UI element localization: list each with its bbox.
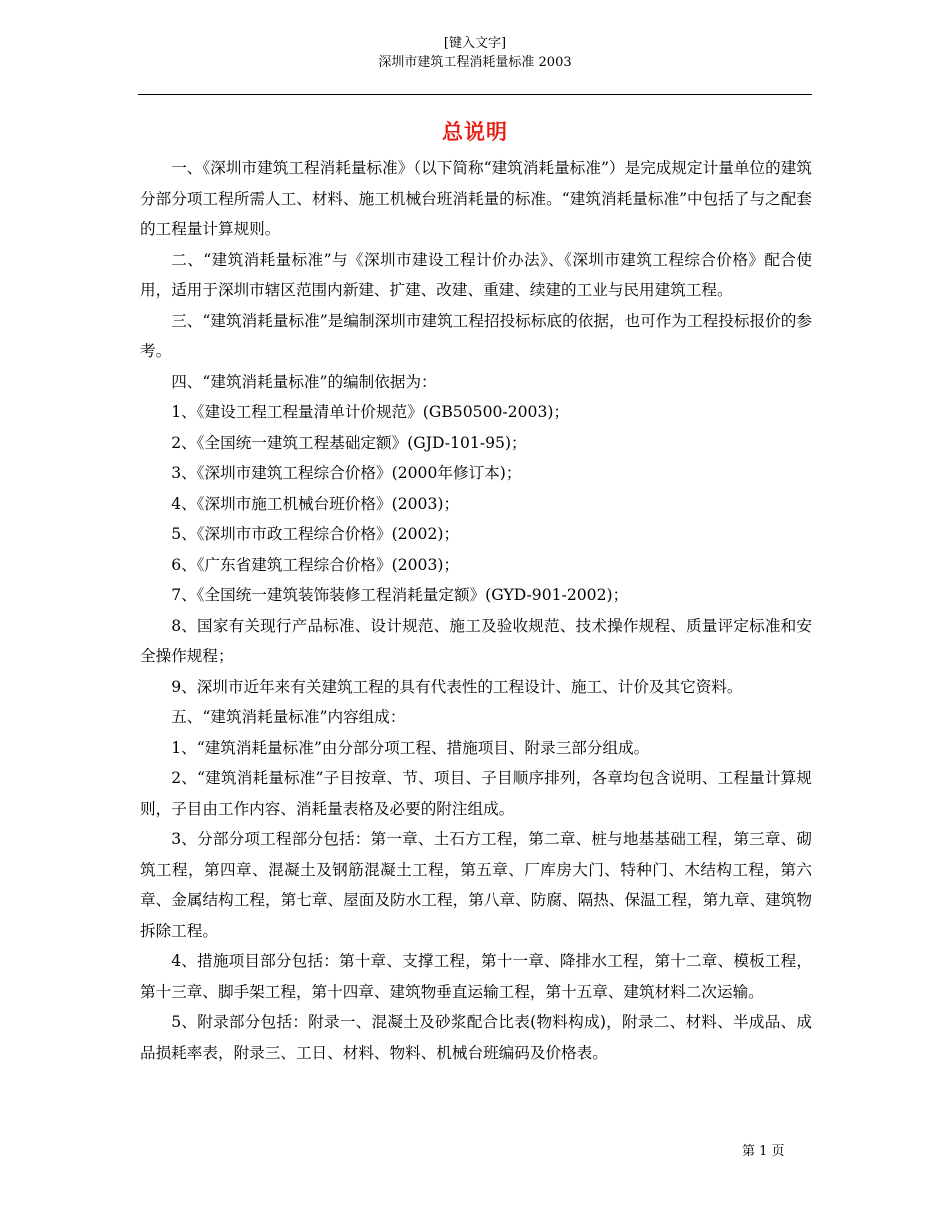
page-number: 第 1 页 [742, 1144, 785, 1159]
page-header [138, 34, 812, 72]
list-item: 3、分部分项工程部分包括：第一章、土石方工程，第二章、桩与地基基础工程，第三章、砌筑工程，第四章、混凝土及钢筋混凝土工程，第五章、厂库房大门、特种门、木结构工程，第六章、金属结构工程，第七章、屋面及防水工程，第八章、防腐、隔热、保温工程，第九章、建筑物拆除工程。 [140, 830, 812, 940]
paragraph: 四、“建筑消耗量标准”的编制依据为： [171, 372, 437, 391]
list-item: 7、《全国统一建筑装饰装修工程消耗量定额》(GYD-901-2002)； [171, 586, 629, 604]
list-item: 9、深圳市近年来有关建筑工程的具有代表性的工程设计、施工、计价及其它资料。 [171, 677, 743, 696]
header-document-title: 深圳市建筑工程消耗量标准 2003 [378, 55, 572, 70]
list-item: 1、“建筑消耗量标准”由分部分项工程、措施项目、附录三部分组成。 [171, 738, 650, 757]
list-item: 3、《深圳市建筑工程综合价格》(2000年修订本)； [171, 464, 522, 482]
header-placeholder: [键入文字] [443, 36, 507, 51]
paragraph: 五、“建筑消耗量标准”内容组成： [171, 708, 406, 726]
header-divider [138, 94, 812, 95]
section-title: 总说明 [442, 120, 508, 144]
list-item: 5、附录部分包括：附录一、混凝土及砂浆配合比表(物料构成)，附录二、材料、半成品、成品损耗率表，附录三、工日、材料、物料、机械台班编码及价格表。 [140, 1013, 812, 1062]
list-item: 6、《广东省建筑工程综合价格》(2003)； [171, 555, 460, 574]
list-item: 2、“建筑消耗量标准”子目按章、节、项目、子目顺序排列，各章均包含说明、工程量计算规则，子目由工作内容、消耗量表格及必要的附注组成。 [140, 769, 812, 818]
list-item: 1、《建设工程工程量清单计价规范》(GB50500-2003)； [171, 403, 570, 421]
list-item: 5、《深圳市市政工程综合价格》(2002)； [171, 525, 460, 543]
paragraph: 二、“建筑消耗量标准”与《深圳市建设工程计价办法》、《深圳市建筑工程综合价格》配合使用，适用于深圳市辖区范围内新建、扩建、改建、重建、续建的工业与民用建筑工程。 [140, 250, 812, 299]
list-item: 2、《全国统一建筑工程基础定额》(GJD-101-95)； [171, 433, 527, 452]
list-item: 8、国家有关现行产品标准、设计规范、施工及验收规范、技术操作规程、质量评定标准和安全操作规程； [140, 616, 812, 665]
document-body [140, 153, 812, 1068]
paragraph: 三、“建筑消耗量标准”是编制深圳市建筑工程招投标标底的依据，也可作为工程投标报价的参考。 [140, 311, 812, 360]
list-item: 4、《深圳市施工机械台班价格》(2003)； [171, 494, 460, 513]
list-item: 4、措施项目部分包括：第十章、支撑工程，第十一章、降排水工程，第十二章、模板工程，第十三章、脚手架工程，第十四章、建筑物垂直运输工程，第十五章、建筑材料二次运输。 [140, 952, 812, 1001]
paragraph: 一、《深圳市建筑工程消耗量标准》（以下简称“建筑消耗量标准”）是完成规定计量单位的建筑分部分项工程所需人工、材料、施工机械台班消耗量的标准。“建筑消耗量标准”中包括了与之配套的工程量计算规则。 [140, 159, 812, 238]
